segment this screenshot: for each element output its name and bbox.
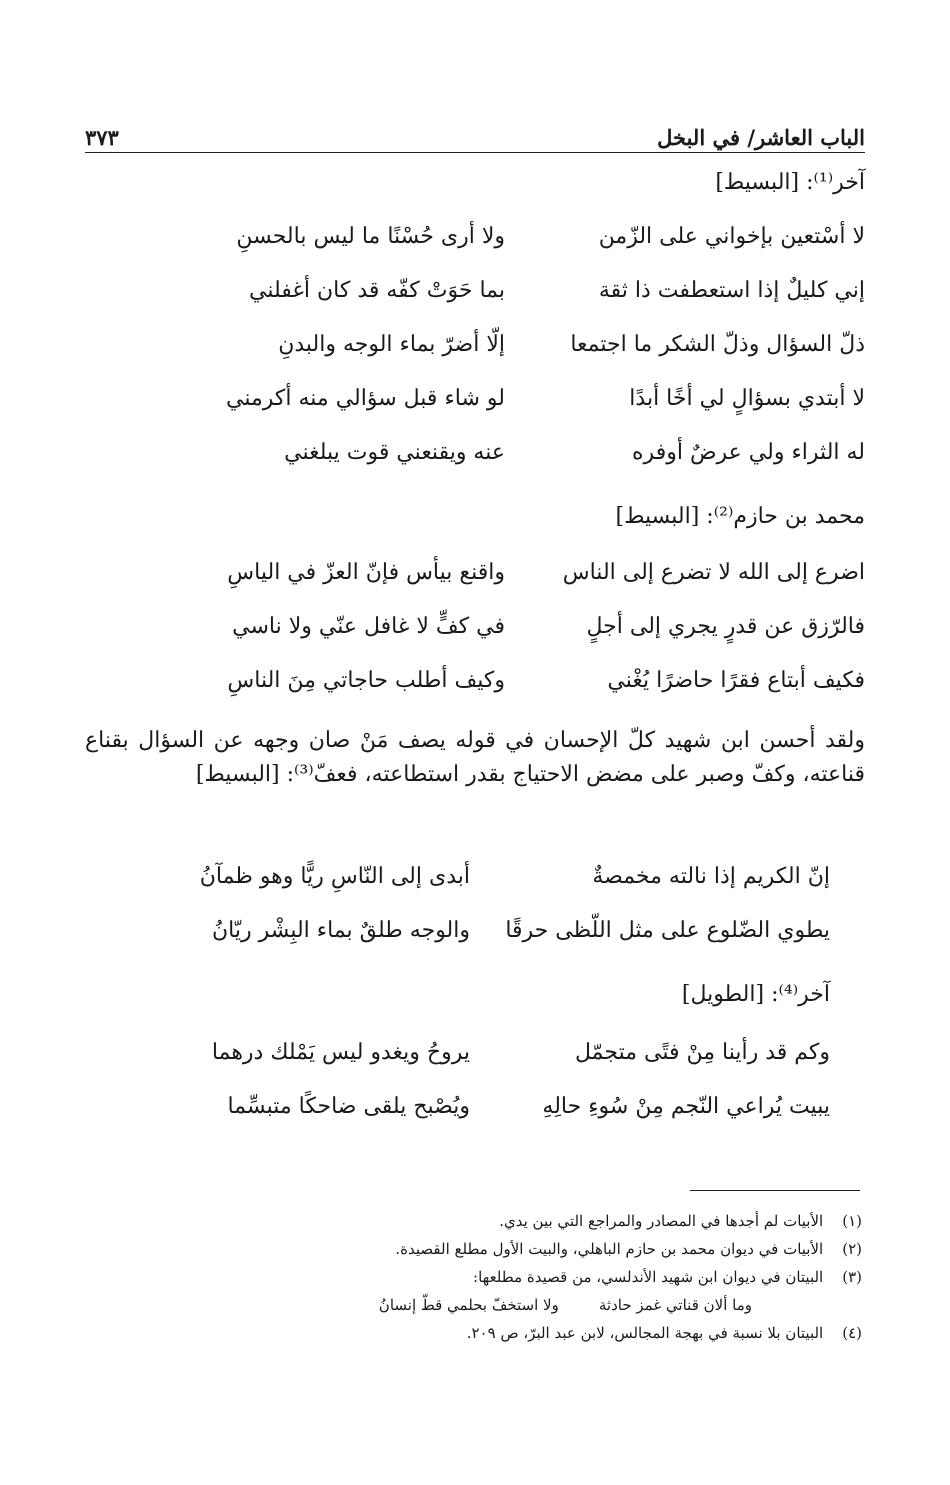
verse-second-hemistich: عنه ويقنعني قوت يبلغني <box>284 440 505 465</box>
verse-first-hemistich: لا أبتدي بسؤالٍ لي أخًا أبدًا <box>629 386 865 411</box>
footnote-number: (١) <box>842 1212 862 1230</box>
verse-line <box>85 612 865 666</box>
verse-second-hemistich: ولا أرى حُسْنًا ما ليس بالحسنِ <box>236 224 505 249</box>
prose-text: ولقد أحسن ابن شهيد كلّ الإحسان في قوله يصف مَنْ صان وجهه عن السؤال بقناع قناعته، وكفّ وصبر على مضض الاحتياج بقدر استطاعته، فعفّ⁽³⁾: [البسيط] <box>85 728 865 787</box>
verse-line <box>85 916 830 970</box>
verse-first-hemistich: اضرع إلى الله لا تضرع إلى الناس <box>562 560 865 585</box>
poem-intro-2 <box>85 502 865 532</box>
prose-paragraph <box>85 724 865 792</box>
footnote <box>88 1266 862 1294</box>
footnote <box>88 1238 862 1266</box>
verse-line <box>85 438 865 492</box>
footnote-text: الأبيات في ديوان محمد بن حازم الباهلي، والبيت الأول مطلع القصيدة. <box>395 1240 824 1258</box>
verse-line <box>85 330 865 384</box>
footnote-number: (٢) <box>842 1240 862 1258</box>
poem-2 <box>85 558 865 720</box>
verse-first-hemistich: لا أسْتعين بإخواني على الزّمن <box>598 224 865 249</box>
verse-first-hemistich: يبيت يُراعي النّجم مِنْ سُوءِ حالِهِ <box>542 1094 830 1119</box>
verse-line <box>85 1038 830 1092</box>
verse-first-hemistich: إنّ الكريم إذا نالته مخمصةٌ <box>592 864 830 889</box>
footnote-text: الأبيات لم أجدها في المصادر والمراجع التي بين يدي. <box>499 1212 824 1230</box>
verse-second-hemistich: بما حَوَتْ كفّه قد كان أغفلني <box>249 278 505 303</box>
verse-line <box>85 384 865 438</box>
verse-second-hemistich: ويُصْبح يلقى ضاحكًا متبسِّما <box>227 1094 470 1119</box>
footnote <box>88 1322 862 1350</box>
verse-second-hemistich: أبدى إلى النّاسِ ريًّا وهو ظمآنُ <box>199 864 470 889</box>
footnote-verse <box>88 1294 862 1322</box>
poet-label: آخر⁽¹⁾: [البسيط] <box>715 170 865 195</box>
verse-first-hemistich: وكم قد رأينا مِنْ فتًى متجمّل <box>575 1040 830 1065</box>
poet-label: محمد بن حازم⁽²⁾: [البسيط] <box>615 504 865 529</box>
verse-second-hemistich: لو شاء قبل سؤالي منه أكرمني <box>226 386 505 411</box>
verse-second-hemistich: واقنع بيأس فإنّ العزّ في الياسِ <box>227 560 505 585</box>
footnote-text: البيتان في ديوان ابن شهيد الأندلسي، من قصيدة مطلعها: <box>473 1268 824 1286</box>
chapter-title: الباب العاشر/ في البخل <box>657 125 865 150</box>
verse-second-hemistich: وكيف أطلب حاجاتي مِنَ الناسِ <box>227 668 505 693</box>
footnote <box>88 1210 862 1238</box>
verse-first-hemistich: إني كليلٌ إذا استعطفت ذا ثقة <box>598 278 865 303</box>
verse-first-hemistich: له الثراء ولي عرضٌ أوفره <box>632 440 865 465</box>
verse-first-hemistich: فالرّزق عن قدرٍ يجري إلى أجلٍ <box>586 614 865 639</box>
poem-intro-1 <box>85 168 865 198</box>
footnote-number: (٣) <box>842 1268 862 1286</box>
footnote-number: (٤) <box>842 1324 862 1342</box>
verse-line <box>85 1092 830 1146</box>
verse-second-hemistich: إلّا أضرّ بماء الوجه والبدنِ <box>278 332 505 357</box>
verse-line <box>85 666 865 720</box>
poet-label: آخر⁽⁴⁾: [الطويل] <box>681 982 830 1007</box>
poem-4 <box>85 1038 830 1146</box>
verse-line <box>85 276 865 330</box>
footnotes <box>88 1210 862 1350</box>
poem-intro-4 <box>85 980 830 1010</box>
verse-line <box>85 222 865 276</box>
verse-second-hemistich: في كفٍّ لا غافل عنّي ولا ناسي <box>232 614 505 639</box>
verse-first-hemistich: يطوي الضّلوع على مثل اللّظى حرقًا <box>505 918 830 943</box>
verse-line <box>85 558 865 612</box>
verse-second-hemistich: ولا استخفّ بحلمي قطّ إنسانُ <box>378 1296 559 1314</box>
page-number: ٣٧٣ <box>85 125 119 150</box>
footnote-text: البيتان بلا نسبة في بهجة المجالس، لابن عبد البرّ، ص ٢٠٩. <box>466 1324 824 1342</box>
poem-3 <box>85 862 830 970</box>
footnote-rule <box>690 1190 860 1191</box>
header-rule <box>85 152 865 153</box>
verse-second-hemistich: والوجه طلقٌ بماء البِشْر ريّانُ <box>211 918 470 943</box>
verse-first-hemistich: ذلّ السؤال وذلّ الشكر ما اجتمعا <box>570 332 865 357</box>
verse-line <box>85 862 830 916</box>
running-header <box>85 110 865 150</box>
verse-second-hemistich: يروحُ ويغدو ليس يَمْلك درهما <box>211 1040 470 1065</box>
poem-1 <box>85 222 865 492</box>
verse-first-hemistich: فكيف أبتاع فقرًا حاضرًا يُغْني <box>607 668 865 693</box>
verse-first-hemistich: وما ألان قناتي غمز حادثة <box>598 1296 752 1314</box>
